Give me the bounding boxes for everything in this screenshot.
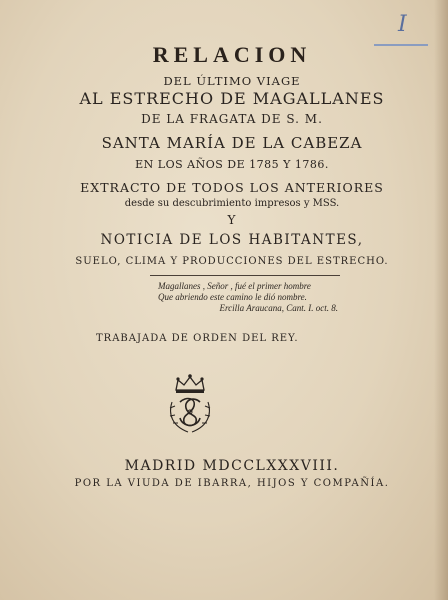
book-title: RELACION xyxy=(152,42,312,67)
subtitle-line-7: desde su descubrimiento impresos y MSS. xyxy=(124,198,340,209)
manuscript-numeral: I xyxy=(398,12,407,37)
subtitle-line-8: Y xyxy=(227,213,237,227)
crowned-monogram-icon xyxy=(164,372,216,436)
epigraph-attribution: Ercilla Araucana, Cant. I. oct. 8. xyxy=(219,303,338,313)
subtitle-line-1: DEL ÚLTIMO VIAGE xyxy=(163,74,301,88)
commission-line: TRABAJADA DE ORDEN DEL REY. xyxy=(96,333,299,344)
epigraph-rule xyxy=(150,275,340,276)
imprint-printer: POR LA VIUDA DE IBARRA, HIJOS Y COMPAÑÍA. xyxy=(74,478,390,489)
subtitle-line-2: AL ESTRECHO DE MAGALLANES xyxy=(79,89,385,108)
subtitle-line-9: NOTICIA DE LOS HABITANTES, xyxy=(100,232,364,248)
subtitle-line-4: SANTA MARÍA DE LA CABEZA xyxy=(101,134,363,152)
subtitle-line-6: EXTRACTO DE TODOS LOS ANTERIORES xyxy=(80,180,384,195)
imprint-city-year: MADRID MDCCLXXXVIII. xyxy=(124,458,340,474)
subtitle-line-5: EN LOS AÑOS DE 1785 Y 1786. xyxy=(135,158,329,171)
epigraph-line-2: Que abriendo este camino le dió nombre. xyxy=(158,292,307,302)
subtitle-line-3: DE LA FRAGATA DE S. M. xyxy=(141,112,323,126)
subtitle-line-10: SUELO, CLIMA Y PRODUCCIONES DEL ESTRECHO. xyxy=(75,256,389,267)
epigraph-line-1: Magallanes , Señor , fué el primer hombre xyxy=(158,281,311,291)
epigraph xyxy=(158,281,338,314)
